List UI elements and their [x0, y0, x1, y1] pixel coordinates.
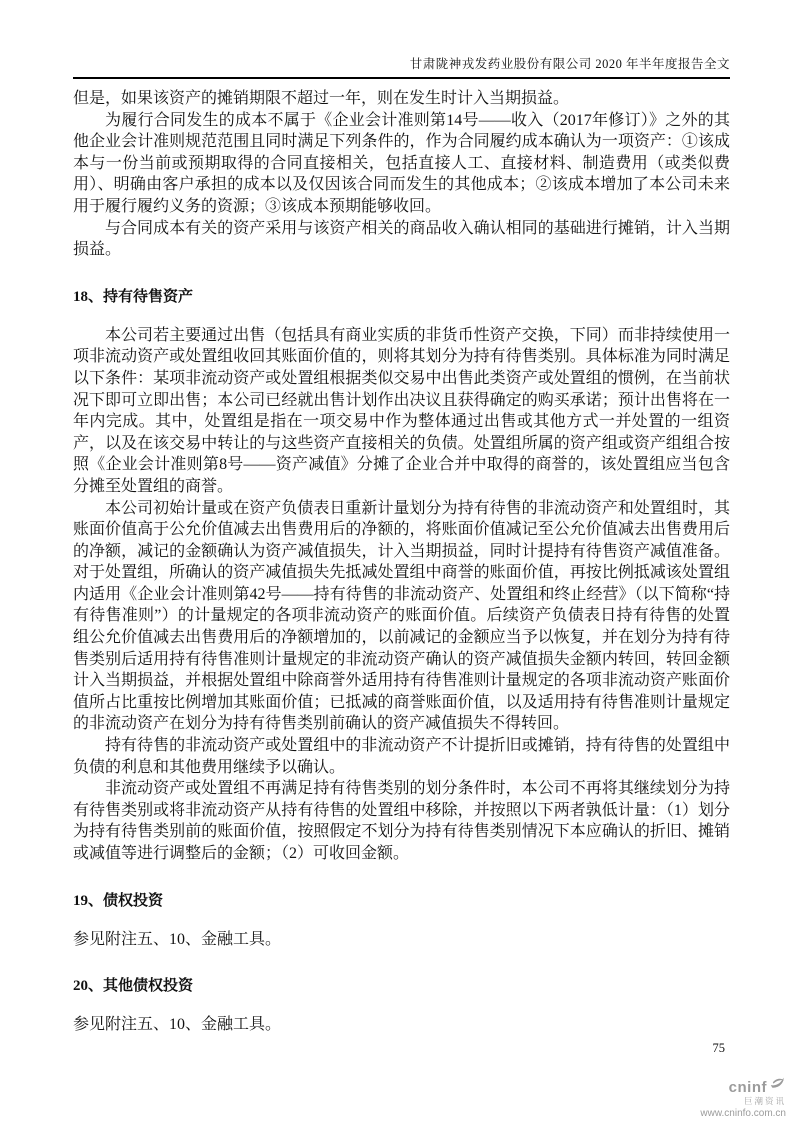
section-heading: 19、债权投资: [73, 892, 164, 909]
cninfo-logo-caption: 巨潮资讯: [743, 1096, 786, 1106]
cninfo-logo: [676, 1075, 786, 1119]
cninfo-logo-top: [676, 1075, 786, 1095]
cninfo-logo-url: www.cninfo.com.cn: [700, 1107, 786, 1119]
paragraph: 本公司若主要通过出售（包括具有商业实质的非货币性资产交换，下同）而非持续使用一项非流动资产或处置组收回其账面价值的，则将其划分为持有待售类别。具体标准为同时满足以下条件：某项非流动资产或处置组根据类似交易中出售此类资产或处置组的惯例，在当前状况下即可立即出售；本公司已经就出售计划作出决议且获得确定的购买承诺；预计出售将在一年内完成。其中，处置组是指在一项交易中作为整体通过出售或其他方式一并处置的一组资产，以及在该交易中转让的与这些资产直接相关的负债。处置组所属的资产组或资产组组合按照《企业会计准则第8号——资产减值》分摊了企业合并中取得的商誉的，该处置组应当包含分摊至处置组的商誉。: [73, 326, 730, 495]
paragraph: 本公司初始计量或在资产负债表日重新计量划分为持有待售的非流动资产和处置组时，其账面价值高于公允价值减去出售费用后的净额的，将账面价值减记至公允价值减去出售费用后的净额，减记的金额确认为资产减值损失，计入当期损益，同时计提持有待售资产减值准备。对于处置组，所确认的资产减值损失先抵减处置组中商誉的账面价值，再按比例抵减该处置组内适用《企业会计准则第42号——持有待售的非流动资产、处置组和终止经营》（以下简称“持有待售准则”）的计量规定的各项非流动资产的账面价值。后续资产负债表日持有待售的处置组公允价值减去出售费用后的净额增加的，以前减记的金额应当予以恢复，并在划分为持有待售类别后适用持有待售准则计量规定的非流动资产确认的资产减值损失金额内转回，转回金额计入当期损益，并根据处置组中除商誉外适用持有待售准则计量规定的各项非流动资产账面价值所占比重按比例增加其账面价值；已抵减的商誉账面价值，以及适用持有待售准则计量规定的非流动资产在划分为持有待售类别前确认的资产减值损失不得转回。: [73, 499, 730, 733]
section-heading: 18、持有待售资产: [73, 288, 194, 305]
cninfo-logo-brand: cninf: [728, 1079, 767, 1096]
paragraph: 持有待售的非流动资产或处置组中的非流动资产不计提折旧或摊销，持有待售的处置组中负债的利息和其他费用继续予以确认。: [73, 737, 730, 776]
page-number: 75: [712, 1041, 725, 1055]
paragraph: 但是，如果该资产的摊销期限不超过一年，则在发生时计入当期损益。: [73, 90, 570, 107]
paragraph: 为履行合同发生的成本不属于《企业会计准则第14号——收入（2017年修订）》之外的其他企业会计准则规范范围且同时满足下列条件的，作为合同履约成本确认为一项资产：①该成本与一份当前或预期取得的合同直接相关，包括直接人工、直接材料、制造费用（或类似费用）、明确由客户承担的成本以及仅因该合同而发生的其他成本；②该成本增加了本公司未来用于履行履约义务的资源；③该成本预期能够收回。: [73, 111, 730, 215]
paragraph: 与合同成本有关的资产采用与该资产相关的商品收入确认相同的基础进行摊销，计入当期损益。: [73, 219, 730, 259]
paragraph: 参见附注五、10、金融工具。: [73, 1016, 282, 1034]
page-header-title: 甘肃陇神戎发药业股份有限公司 2020 年半年度报告全文: [73, 54, 730, 79]
section-heading: 20、其他债权投资: [73, 978, 194, 995]
paragraph: 非流动资产或处置组不再满足持有待售类别的划分条件时，本公司不再将其继续划分为持有待售类别或将非流动资产从持有待售的处置组中移除，并按照以下两者孰低计量：（1）划分为持有待售类别前的账面价值，按照假定不划分为持有待售类别情况下本应确认的折旧、摊销或减值等进行调整后的金额；（2）可收回金额。: [73, 780, 730, 862]
document-body: [73, 88, 730, 1036]
paragraph: 参见附注五、10、金融工具。: [73, 930, 282, 948]
cninfo-swirl-icon: [769, 1075, 786, 1095]
